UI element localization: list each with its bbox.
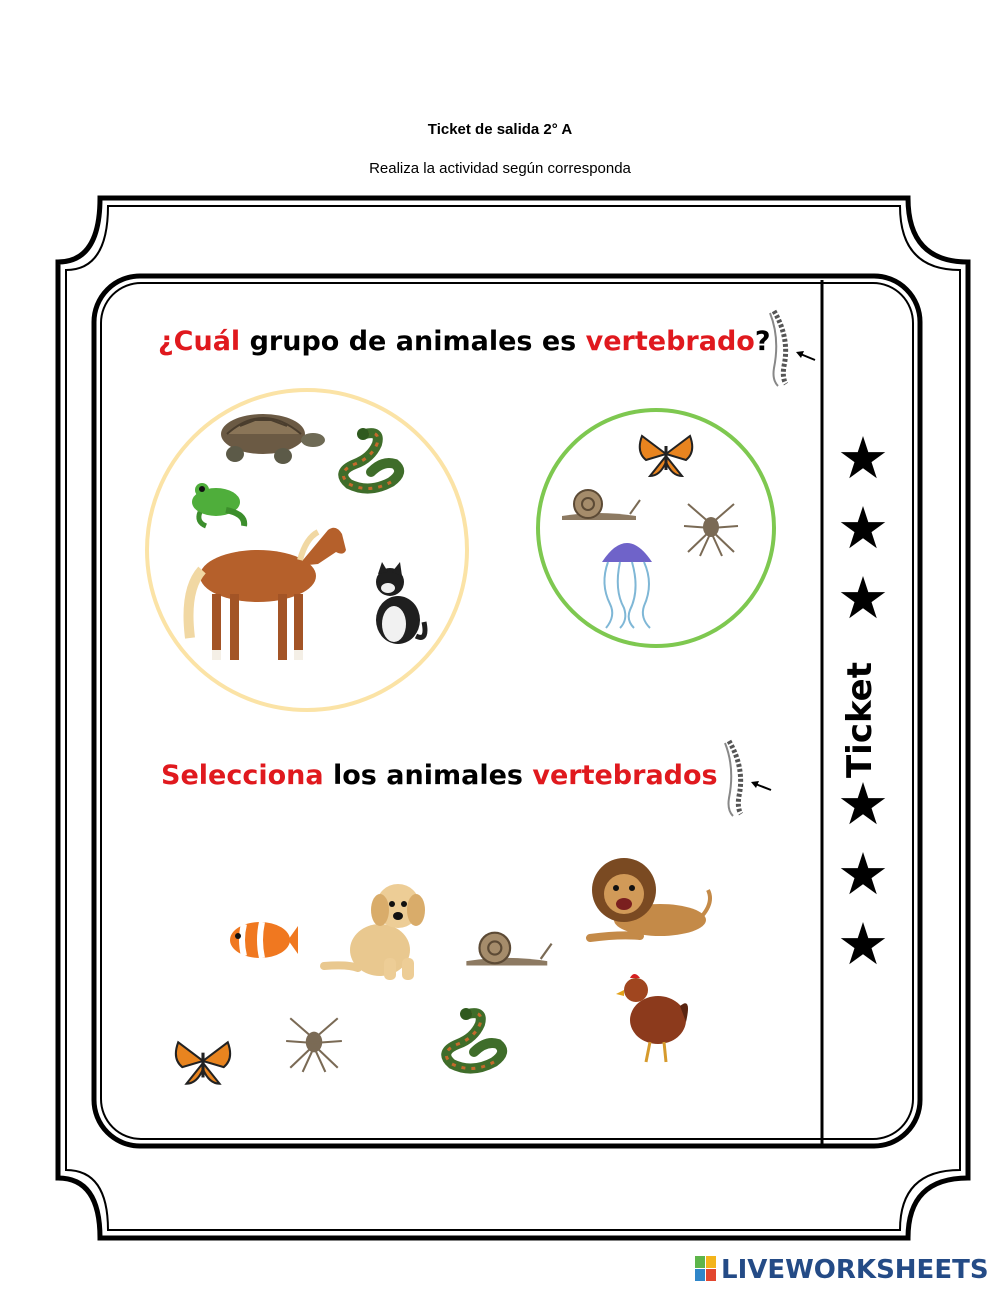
question-one-close: ? [754, 326, 771, 357]
brand-logo [695, 1255, 989, 1285]
snail-icon [558, 486, 644, 522]
snake-icon [325, 424, 409, 504]
question-one-middle: grupo de animales es [240, 326, 586, 357]
liveworksheets-logo-icon [695, 1256, 717, 1282]
stub-star: ★ [837, 496, 889, 561]
question-two-word-vertebrados: vertebrados [532, 760, 718, 791]
stub-ticket-label: Ticket [840, 662, 880, 779]
question-one-word-cual: Cuál [173, 326, 241, 357]
lion-icon[interactable] [580, 850, 714, 946]
butterfly-icon[interactable] [172, 1036, 234, 1090]
spine-icon [760, 308, 820, 388]
question-two [161, 760, 718, 791]
question-two-word-selecciona: Selecciona [161, 760, 324, 791]
hen-icon[interactable] [616, 966, 692, 1064]
stub-star: ★ [837, 842, 889, 907]
spider-icon[interactable] [282, 1010, 346, 1074]
clownfish-icon[interactable] [222, 912, 298, 968]
puppy-icon[interactable] [318, 876, 428, 982]
question-one [158, 326, 771, 357]
stub-star: ★ [837, 772, 889, 837]
stub-star: ★ [837, 426, 889, 491]
instruction-text: Realiza la actividad según corresponda [369, 160, 631, 177]
butterfly-icon [636, 430, 696, 482]
horse-icon [178, 510, 350, 668]
question-two-middle: los animales [323, 760, 533, 791]
question-one-word-vertebrado: vertebrado [585, 326, 755, 357]
turtle-icon [205, 408, 325, 470]
page-title: Ticket de salida 2° A [427, 121, 573, 138]
spider-icon [680, 496, 742, 558]
snail-icon[interactable] [462, 928, 556, 968]
spine-icon [710, 738, 780, 818]
cat-icon [368, 562, 428, 646]
stub-star: ★ [837, 912, 889, 977]
question-one-open: ¿ [158, 326, 174, 357]
brand-name: LIVEWORKSHEETS [721, 1255, 989, 1285]
jellyfish-icon [594, 534, 660, 630]
snake-icon[interactable] [428, 1004, 512, 1084]
stub-star: ★ [837, 566, 889, 631]
